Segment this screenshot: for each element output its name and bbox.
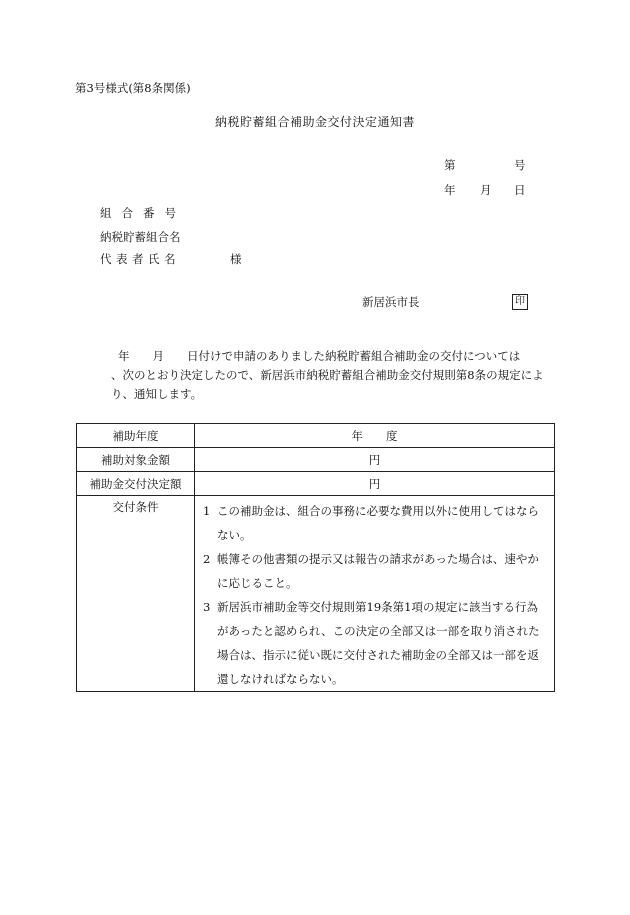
condition-item xyxy=(203,547,548,595)
condition-text: この補助金は、組合の事務に必要な費用以外に使用してはならない。 xyxy=(217,504,539,542)
date-year: 年 xyxy=(444,183,456,197)
row-value: 年 度 xyxy=(195,424,555,448)
condition-number: 1 xyxy=(203,504,211,518)
condition-number: 3 xyxy=(203,600,211,614)
date-month: 月 xyxy=(480,183,492,197)
union-number-label: 組合番号 xyxy=(100,206,186,220)
row-value: 円 xyxy=(195,448,555,472)
date-day: 日 xyxy=(514,183,526,197)
conditions-label-cell xyxy=(77,496,195,692)
table-row xyxy=(77,424,555,448)
condition-text: 新居浜市補助金等交付規則第19条第1項の規定に該当する行為があったと認められ、この決定の全部又は一部を取り消された場合は、指示に従い既に交付された補助金の全部又は一部を返還しなければならない。 xyxy=(217,600,540,686)
issuer-name: 新居浜市長 xyxy=(362,295,420,309)
condition-number: 2 xyxy=(203,552,211,566)
body-line: 、次のとおり決定したので、新居浜市納税貯蓄組合補助金交付規則第8条の規定によ xyxy=(111,368,544,382)
doc-number-suffix: 号 xyxy=(514,158,526,172)
row-label: 補助年度 xyxy=(77,424,195,448)
body-paragraph xyxy=(111,347,558,404)
body-line: 年 月 日付けで申請のありました納税貯蓄組合補助金の交付については xyxy=(118,349,521,363)
honorific: 様 xyxy=(230,252,242,266)
form-id: 第3号様式(第8条関係) xyxy=(75,81,191,95)
condition-item xyxy=(203,595,548,691)
decision-table xyxy=(76,423,555,692)
conditions-list xyxy=(195,496,554,691)
row-value: 円 xyxy=(195,472,555,496)
conditions-label: 交付条件 xyxy=(112,500,159,514)
doc-number-prefix: 第 xyxy=(444,158,456,172)
body-line: り、通知します。 xyxy=(111,387,203,401)
row-label: 補助金交付決定額 xyxy=(77,472,195,496)
conditions-cell xyxy=(195,496,555,692)
table-row xyxy=(77,472,555,496)
condition-text: 帳簿その他書類の提示又は報告の請求があった場合は、速やかに応じること。 xyxy=(217,552,539,590)
document-title: 納税貯蓄組合補助金交付決定通知書 xyxy=(214,115,415,129)
union-name-label: 納税貯蓄組合名 xyxy=(100,230,181,244)
condition-item xyxy=(203,499,548,547)
seal-mark: 印 xyxy=(512,294,528,310)
table-row xyxy=(77,448,555,472)
table-row-conditions xyxy=(77,496,555,692)
representative-label: 代表者氏名 xyxy=(100,252,180,266)
row-label: 補助対象金額 xyxy=(77,448,195,472)
